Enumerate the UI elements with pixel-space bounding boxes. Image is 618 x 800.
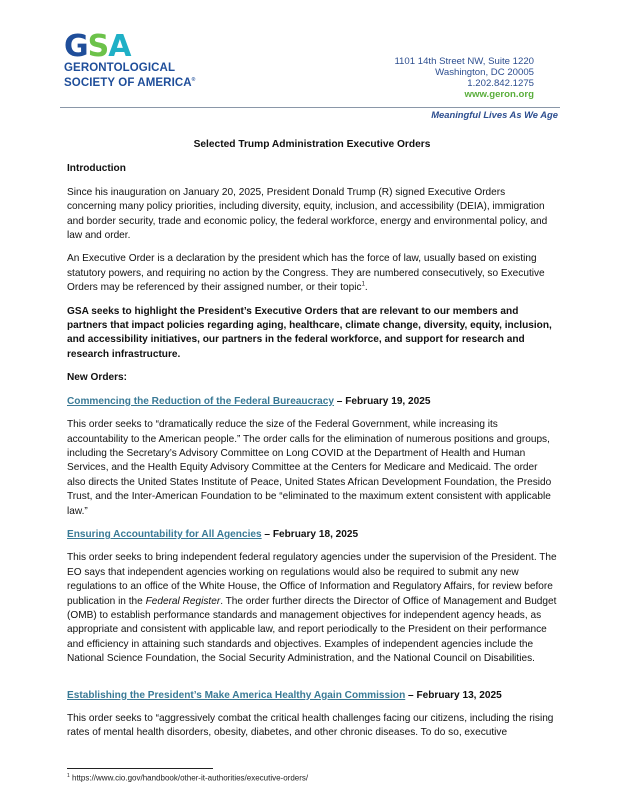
address-phone: 1.202.842.1275 [467,78,534,89]
document-title: Selected Trump Administration Executive Orders [193,139,431,150]
order-body-2-italic: Federal Register [145,595,221,607]
intro-paragraph-2-end: . [364,282,368,294]
spacer [67,676,557,689]
order-body-2 [67,551,557,666]
order-body-2-part-2: . The order further directs the Director of Office of Management and Budget (OMB) to establish performance standards and management objectives for independent agency heads, as appropriate and consistent with applicable law, and report periodically to the President on their performance and efficiency in attaining such standards and objectives. Examples of independent agencies include the National Science Foundation, the Social Security Administration, and the National Council on Disabilities. [67,595,557,665]
order-link-3[interactable]: Establishing the President’s Make America Healthy Again Commission [67,689,406,701]
highlight-paragraph: GSA seeks to highlight the President’s Executive Orders that are relevant to our members and partners that impact policies regarding aging, healthcare, climate change, diversity, equity, inclusion, and accessibility initiatives, our partners in the federal workforce, and support for research and research infrastructure. [67,305,552,360]
footnote-divider [67,768,213,769]
order-body-3: This order seeks to “aggressively combat the critical health challenges facing our citizens, including the rising rates of mental health disorders, obesity, diabetes, and other chronic diseases. To do so, executive [67,713,554,739]
intro-paragraph-2-text: An Executive Order is a declaration by the president which has the force of law, usually based on existing statutory powers, and requiring no action by the Congress. They are numbered consecutively, so Executive Orders may be referenced by their assigned number, or their topic [67,253,545,294]
order-heading-3 [67,689,557,703]
intro-heading: Introduction [67,163,126,175]
address-block [394,56,534,100]
order-heading-2 [67,528,557,542]
footnote-url[interactable]: https://www.cio.gov/handbook/other-it-authorities/executive-orders/ [69,773,309,783]
order-date-3: – February 13, 2025 [405,689,502,701]
logo-mark [64,29,195,64]
order-body-1: This order seeks to “dramatically reduce the size of the Federal Government, while increasing its accountability to the American people.” The order calls for the elimination of numerous positions and groups, including the Secretary’s Advisory Committee on Long COVID at the Department of Health and Human Services, and the Health Equity Advisory Committee at the Centers for Medicare and Medicaid. The order also directs the United States Institute of Peace, United States African Development Foundation, the Presido Trust, and the Inter-American Foundation to be “eliminated to the maximum extent consistent with applicable law.” [67,419,552,517]
gsa-logo [64,29,196,89]
order-link-1[interactable]: Commencing the Reduction of the Federal Bureaucracy [67,395,334,407]
order-heading-1 [67,395,557,409]
new-orders-heading: New Orders: [67,372,128,384]
order-date-2: – February 18, 2025 [261,528,359,540]
address-city: Washington, DC 20005 [435,67,534,78]
tagline: Meaningful Lives As We Age [431,109,558,120]
footnote-marker: 1 [67,773,70,779]
logo-letter-a: A [108,29,131,64]
logo-letter-g: G [64,29,88,64]
logo-line-2-text: SOCIETY OF AMERICA [64,76,192,89]
order-date-1: – February 19, 2025 [333,395,431,407]
logo-line-2 [64,74,195,89]
intro-paragraph-1: Since his inauguration on January 20, 2025, President Donald Trump (R) signed Executive Orders concerning many policy priorities, including diversity, equity, inclusion, and accessibility (DEIA), immigration and border security, trade and economic policy, the federal workforce, energy and environmental policy, and law and order. [67,186,548,242]
logo-line-1: GERONTOLOGICAL [64,62,176,74]
address-street: 1101 14th Street NW, Suite 1220 [394,56,534,67]
order-body-2-part-1: This order seeks to bring independent federal regulatory agencies under the supervision of the President. The EO says that independent agencies working on regulations would also be required to submit any new regulations to an office of the White House, the Office of Information and Regulatory Affairs, for review before publication in the [67,552,557,607]
footnote-reference[interactable]: 1 [361,281,365,288]
registered-mark: ® [191,77,196,83]
document-body [67,138,557,750]
intro-paragraph-2 [67,252,557,295]
order-link-2[interactable]: Ensuring Accountability for All Agencies [67,528,262,540]
header-divider [60,107,560,108]
footnote [67,773,308,783]
logo-letter-s: S [87,29,109,64]
website-link[interactable]: www.geron.org [464,89,534,100]
